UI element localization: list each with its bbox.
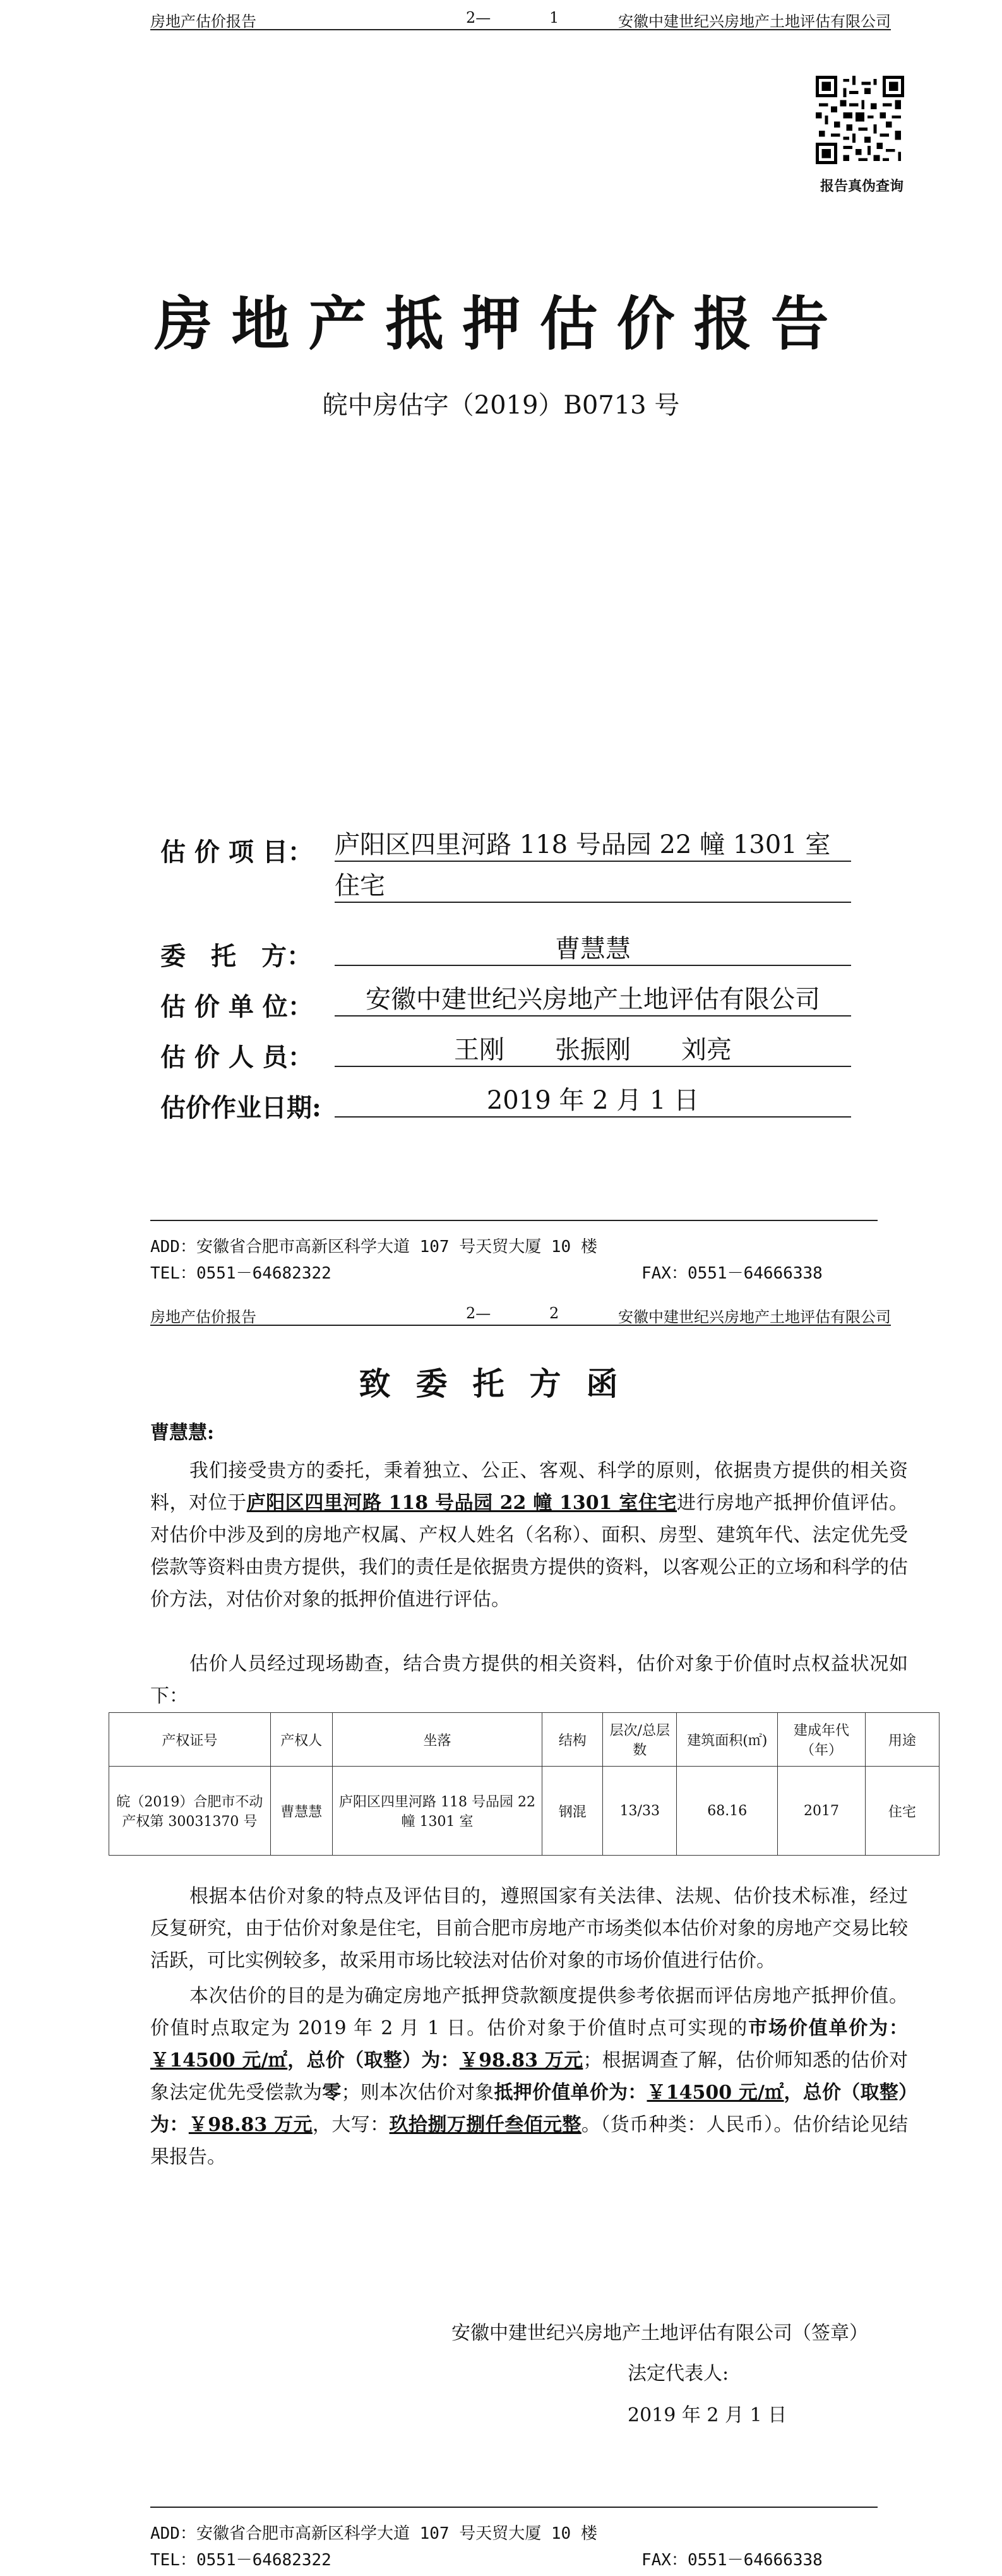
footer-address: ADD：安徽省合肥市高新区科学大道 107 号天贸大厦 10 楼: [150, 1237, 597, 1256]
footer-address: ADD：安徽省合肥市高新区科学大道 107 号天贸大厦 10 楼: [150, 2524, 597, 2543]
footer-divider: [150, 1220, 878, 1221]
p4-market-total-label: ，总价（取整）为：: [287, 2049, 460, 2072]
letter-paragraph-4: [150, 1980, 908, 2173]
page-2: [0, 1296, 1002, 2576]
cell-floor: 13/33: [603, 1767, 677, 1856]
cell-owner: 曹慧慧: [270, 1767, 332, 1856]
page-header: [150, 1301, 891, 1326]
footer-fax: FAX：0551－64666338: [641, 1264, 823, 1283]
col-cert-no: 产权证号: [109, 1713, 271, 1767]
table-row: [109, 1767, 939, 1856]
col-use: 用途: [865, 1713, 939, 1767]
label-work-date: 估价作业日期:: [160, 1093, 321, 1123]
cell-cert-no: 皖（2019）合肥市不动产权第 30031370 号: [109, 1767, 271, 1856]
col-floor: 层次/总层数: [603, 1713, 677, 1767]
property-table: [109, 1712, 939, 1856]
col-location: 坐落: [332, 1713, 542, 1767]
label-valuation-object: 估 价 项 目：: [160, 837, 313, 867]
p4-mortgage-unit-label: 抵押价值单价为：: [494, 2082, 647, 2104]
label-appraisers: 估 价 人 员：: [160, 1042, 313, 1072]
header-page-number: 2: [549, 1304, 559, 1322]
qr-code[interactable]: [816, 76, 904, 164]
report-title: 房地产抵押估价报告: [154, 290, 848, 358]
header-right: 安徽中建世纪兴房地产土地评估有限公司: [618, 1308, 891, 1326]
qr-caption: 报告真伪查询: [820, 178, 904, 194]
p1-text-c: 进行房地产抵押价值评估。对估价中涉及到的房地产权属、产权人姓名（名称）、面积、房型、建筑年代、法定优先受偿款等资料由贵方提供，我们的责任是依据贵方提供的资料，以客观公正的立场和科学的估价方法，对估价对象的抵押价值进行评估。: [150, 1492, 908, 1611]
p4-mortgage-unit-price: ￥14500 元/㎡: [647, 2082, 784, 2104]
header-left: 房地产估价报告: [150, 13, 256, 30]
cell-year: 2017: [778, 1767, 866, 1856]
p4-text-m: ，大写：: [312, 2114, 390, 2136]
header-left: 房地产估价报告: [150, 1308, 256, 1326]
p4-text-a: 本次估价的目的是为确定房地产抵押贷款额度提供参考依据而评估房地产抵押价值。价值时点取定为 2019 年 2 月 1 日。估价对象于价值时点可实现的: [150, 1985, 908, 2039]
cell-location: 庐阳区四里河路 118 号品园 22 幢 1301 室: [332, 1767, 542, 1856]
col-area: 建筑面积(㎡): [677, 1713, 778, 1767]
header-page-prefix: 2—: [466, 9, 491, 27]
p4-text-f: ；根据调查了解，估价师知悉的估价对象法定优先受偿款为: [150, 2049, 908, 2104]
value-client: 曹慧慧: [335, 933, 851, 966]
cell-area: 68.16: [677, 1767, 778, 1856]
value-valuation-object-use: 住宅: [335, 870, 851, 903]
p4-mortgage-total: ￥98.83 万元: [188, 2114, 313, 2136]
footer-fax: FAX：0551－64666338: [641, 2551, 823, 2570]
value-valuation-firm: 安徽中建世纪兴房地产土地评估有限公司: [335, 984, 851, 1017]
p4-text-o: 。（货币种类：人民币）。估价结论见结果报告。: [150, 2114, 908, 2168]
header-page-prefix: 2—: [466, 1304, 491, 1322]
cell-structure: 钢混: [542, 1767, 603, 1856]
col-year: 建成年代（年）: [778, 1713, 866, 1767]
p1-text-a: 我们接受贵方的委托，秉着独立、公正、客观、科学的原则，依据贵方提供的相关资料，对位于: [150, 1460, 908, 1514]
value-appraisers: 王刚 张振刚 刘亮: [335, 1034, 851, 1067]
letter-paragraph-1: [150, 1455, 908, 1616]
cell-use: 住宅: [865, 1767, 939, 1856]
report-number: 皖中房估字（2019）B0713 号: [322, 391, 680, 420]
col-structure: 结构: [542, 1713, 603, 1767]
p1-property-address: 庐阳区四里河路 118 号品园 22 幢 1301 室住宅: [246, 1492, 677, 1514]
signature-company: 安徽中建世纪兴房地产土地评估有限公司（签章）: [451, 2322, 868, 2344]
p4-amount-in-words: 玖拾捌万捌仟叁佰元整: [389, 2114, 582, 2136]
signature-date: 2019 年 2 月 1 日: [628, 2404, 787, 2426]
letter-paragraph-2: 估价人员经过现场勘查，结合贵方提供的相关资料，估价对象于价值时点权益状况如下：: [150, 1653, 908, 1707]
letter-paragraph-3: 根据本估价对象的特点及评估目的，遵照国家有关法律、法规、估价技术标准，经过反复研究，由于估价对象是住宅，目前合肥市房地产市场类似本估价对象的房地产交易比较活跃，可比实例较多，故采用市场比较法对估价对象的市场价值进行估价。: [150, 1885, 908, 1972]
col-owner: 产权人: [270, 1713, 332, 1767]
value-valuation-object: 庐阳区四里河路 118 号品园 22 幢 1301 室: [335, 829, 851, 862]
header-page-number: 1: [549, 9, 559, 27]
letter-salutation: 曹慧慧:: [150, 1422, 215, 1444]
footer-tel: TEL：0551－64682322: [150, 2551, 331, 2570]
p4-market-unit-label: 市场价值单价为：: [748, 2017, 908, 2039]
p4-market-total: ￥98.83 万元: [459, 2049, 583, 2072]
page-header: [150, 5, 891, 30]
p4-market-unit-price: ￥14500 元/㎡: [150, 2049, 288, 2072]
p4-mortgage-total-label: ，总价（取整）为：: [150, 2082, 909, 2136]
label-valuation-firm: 估 价 单 位：: [160, 992, 313, 1022]
header-right: 安徽中建世纪兴房地产土地评估有限公司: [618, 13, 891, 30]
footer-tel: TEL：0551－64682322: [150, 1264, 331, 1283]
p4-priority-amount: 零: [322, 2082, 342, 2104]
p4-text-h: ；则本次估价对象: [341, 2082, 494, 2104]
footer-divider: [150, 2507, 878, 2508]
label-client: 委 托 方：: [160, 941, 312, 971]
table-header-row: [109, 1713, 939, 1767]
signature-legal-rep: 法定代表人:: [628, 2363, 729, 2385]
value-work-date: 2019 年 2 月 1 日: [335, 1085, 851, 1118]
letter-title: 致委托方函: [359, 1365, 643, 1402]
